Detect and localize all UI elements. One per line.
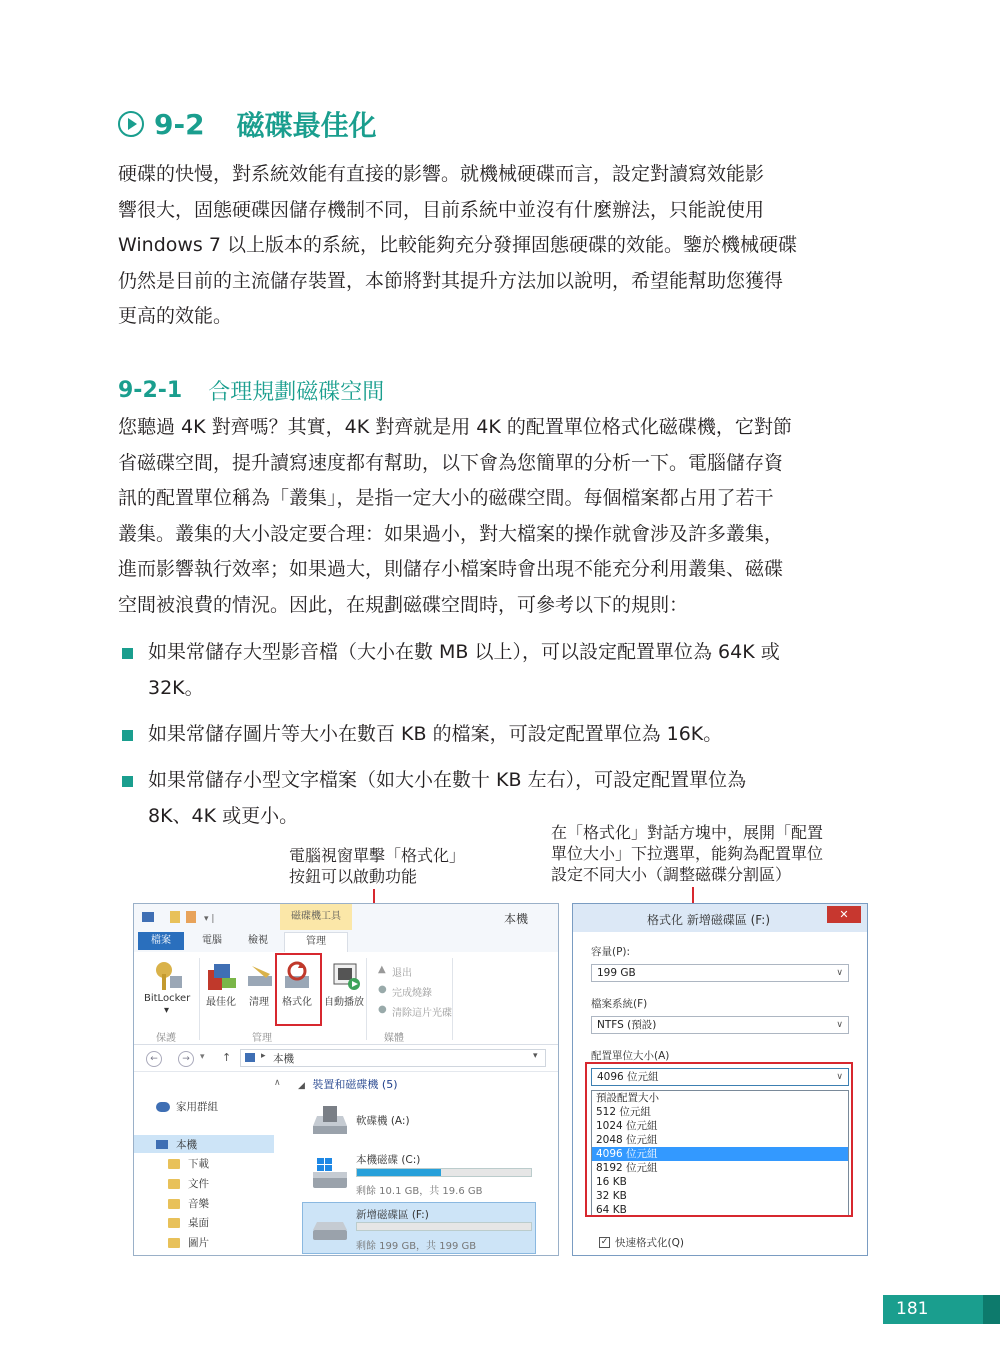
pc-icon bbox=[156, 1140, 168, 1149]
subsection-number: 9-2-1 bbox=[118, 377, 183, 403]
close-icon: ✕ bbox=[839, 908, 849, 921]
quick-access-toolbar bbox=[142, 910, 226, 924]
bullet-item: 如果常儲存大型影音檔（大小在數 MB 以上），可以設定配置單位為 64K 或 32K。 bbox=[118, 635, 883, 706]
page-number: 181 bbox=[883, 1295, 983, 1324]
explorer-window bbox=[133, 903, 559, 1256]
format-label: 格式化 bbox=[282, 997, 312, 1008]
window-title: 本機 bbox=[504, 912, 529, 926]
pc-icon bbox=[245, 1053, 255, 1062]
cleanup-label: 清理 bbox=[249, 997, 269, 1008]
autoplay-label: 自動播放 bbox=[324, 997, 364, 1008]
bullet-item: 如果常儲存圖片等大小在數百 KB 的檔案，可設定配置單位為 16K。 bbox=[118, 717, 883, 753]
bitlocker-label: BitLocker bbox=[144, 993, 191, 1004]
body-line: 空間被浪費的情況。因此，在規劃磁碟空間時，可參考以下的規則： bbox=[118, 593, 689, 616]
square-bullet-icon bbox=[122, 730, 133, 741]
subsection-title: 合理規劃磁碟空間 bbox=[208, 379, 385, 405]
pc-icon bbox=[142, 912, 154, 922]
forward-icon[interactable]: → bbox=[178, 1051, 194, 1067]
dropdown-option[interactable]: 預設配置大小 bbox=[596, 1092, 659, 1104]
chevron-down-icon: ∨ bbox=[836, 1020, 843, 1030]
new-folder-icon bbox=[186, 911, 196, 923]
nav-folder[interactable]: 文件 bbox=[168, 1176, 209, 1191]
nav-folder[interactable]: 桌面 bbox=[168, 1215, 209, 1230]
autoplay-icon[interactable] bbox=[332, 962, 362, 992]
body-paragraph bbox=[118, 410, 883, 623]
nav-this-pc[interactable]: 本機 bbox=[134, 1135, 274, 1153]
dropdown-option[interactable]: 16 KB bbox=[596, 1176, 627, 1188]
floppy-drive-icon bbox=[309, 1104, 351, 1136]
play-icon bbox=[118, 111, 144, 137]
intro-line: 硬碟的快慢，對系統效能有直接的影響。就機械硬碟而言，設定對讀寫效能影 bbox=[118, 163, 765, 185]
allocation-dropdown-highlight bbox=[585, 1062, 853, 1217]
cleanup-icon[interactable] bbox=[246, 962, 276, 992]
nav-folder[interactable]: 下載 bbox=[168, 1156, 209, 1171]
erase-disc-command[interactable]: 清除這片光碟 bbox=[392, 1008, 452, 1019]
subsection-heading bbox=[118, 372, 384, 408]
ribbon-group-protect: 保護 bbox=[156, 1033, 176, 1044]
nav-folder[interactable]: 圖片 bbox=[168, 1235, 209, 1250]
folder-icon bbox=[168, 1199, 180, 1209]
chevron-down-icon: ∨ bbox=[836, 968, 843, 978]
chevron-right-icon: ▸ bbox=[261, 1051, 266, 1061]
chevron-down-icon[interactable]: ▾ bbox=[533, 1051, 538, 1061]
intro-line: 更高的效能。 bbox=[118, 305, 233, 327]
dropdown-icon: ▾ | bbox=[204, 914, 215, 924]
format-button-highlight bbox=[275, 953, 322, 1026]
capacity-label: 容量(P): bbox=[591, 946, 631, 958]
eject-command[interactable]: 退出 bbox=[392, 968, 412, 979]
allocation-unit-label: 配置單位大小(A) bbox=[591, 1050, 670, 1062]
back-icon[interactable]: ← bbox=[146, 1051, 162, 1067]
body-line: 訊的配置單位稱為「叢集」，是指一定大小的磁碟空間。每個檔案都占用了若干 bbox=[118, 487, 774, 509]
group-divider bbox=[452, 958, 453, 1040]
dropdown-option[interactable]: 2048 位元組 bbox=[596, 1134, 658, 1146]
body-line: 叢集。叢集的大小設定要合理：如果過小，對大檔案的操作就會涉及許多叢集， bbox=[118, 522, 784, 545]
group-divider bbox=[199, 958, 200, 1040]
body-line: 進而影響執行效率；如果過大，則儲存小檔案時會出現不能充分利用叢集、磁碟 bbox=[118, 558, 784, 580]
check-icon: ✓ bbox=[600, 1237, 609, 1247]
chevron-down-icon[interactable]: ▾ bbox=[200, 1052, 205, 1062]
folder-icon bbox=[168, 1159, 180, 1169]
capacity-select[interactable]: 199 GB ∨ bbox=[591, 964, 849, 982]
ribbon-group-media: 媒體 bbox=[384, 1033, 404, 1044]
dropdown-option[interactable]: 64 KB bbox=[596, 1204, 627, 1216]
chevron-down-icon: ∨ bbox=[836, 1072, 843, 1082]
address-text: 本機 bbox=[273, 1053, 294, 1065]
filesystem-label: 檔案系統(F) bbox=[591, 998, 648, 1010]
folder-icon bbox=[168, 1238, 180, 1248]
dropdown-option[interactable]: 1024 位元組 bbox=[596, 1120, 658, 1132]
allocation-unit-select[interactable]: 4096 位元組 ∨ bbox=[591, 1068, 849, 1086]
disc-icon: ● bbox=[378, 1004, 387, 1015]
tab-manage[interactable]: 管理 bbox=[284, 932, 348, 953]
quick-format-checkbox[interactable] bbox=[599, 1237, 610, 1248]
drive-name[interactable]: 新增磁碟區 (F:) bbox=[356, 1209, 429, 1221]
homegroup-icon bbox=[156, 1102, 170, 1112]
filesystem-select[interactable]: NTFS (預設) ∨ bbox=[591, 1016, 849, 1034]
square-bullet-icon bbox=[122, 648, 133, 659]
system-drive-icon bbox=[309, 1156, 351, 1192]
drive-name[interactable]: 軟碟機 (A:) bbox=[356, 1115, 410, 1127]
tab-file[interactable]: 檔案 bbox=[138, 932, 184, 950]
tab-computer[interactable]: 電腦 bbox=[202, 935, 222, 946]
drive-tools-context-tab[interactable]: 磁碟機工具 bbox=[280, 904, 352, 930]
finish-burn-command[interactable]: 完成燒錄 bbox=[392, 988, 432, 999]
eject-icon: ▲ bbox=[378, 964, 386, 975]
folder-icon bbox=[168, 1218, 180, 1228]
folder-icon bbox=[168, 1179, 180, 1189]
nav-homegroup[interactable]: 家用群組 bbox=[156, 1099, 218, 1114]
dropdown-option[interactable]: 8192 位元組 bbox=[596, 1162, 658, 1174]
body-line: 省磁碟空間，提升讀寫速度都有幫助，以下會為您簡單的分析一下。電腦儲存資 bbox=[118, 451, 784, 474]
group-divider bbox=[366, 958, 367, 1040]
up-icon[interactable]: ↑ bbox=[222, 1051, 232, 1064]
group-header[interactable]: ◢ 裝置和磁碟機 (5) bbox=[298, 1078, 398, 1091]
section-heading bbox=[118, 104, 377, 144]
drive-name[interactable]: 本機磁碟 (C:) bbox=[356, 1154, 421, 1166]
chevron-down-icon: ▾ bbox=[164, 1005, 170, 1016]
dropdown-option[interactable]: 32 KB bbox=[596, 1190, 627, 1202]
volume-drive-icon bbox=[309, 1216, 351, 1246]
nav-folder[interactable]: 音樂 bbox=[168, 1196, 209, 1211]
intro-paragraph bbox=[118, 157, 883, 335]
dialog-title: 格式化 新增磁碟區 (F:) bbox=[647, 913, 771, 927]
drive-free-space: 剩餘 10.1 GB，共 19.6 GB bbox=[356, 1186, 483, 1197]
square-bullet-icon bbox=[122, 776, 133, 787]
callout-format-button: 電腦視窗單擊「格式化」 按鈕可以啟動功能 bbox=[289, 846, 466, 886]
intro-line: 仍然是目前的主流儲存裝置，本節將對其提升方法加以說明，希望能幫助您獲得 bbox=[118, 269, 784, 292]
section-title: 磁碟最佳化 bbox=[236, 109, 377, 142]
address-field[interactable] bbox=[240, 1049, 546, 1067]
quick-format-label: 快速格式化(Q) bbox=[615, 1237, 684, 1249]
body-line: 您聽過 4K 對齊嗎？其實，4K 對齊就是用 4K 的配置單位格式化磁碟機，它對節 bbox=[118, 416, 792, 438]
dropdown-option[interactable]: 512 位元組 bbox=[596, 1106, 651, 1118]
optimize-label: 最佳化 bbox=[206, 997, 236, 1008]
close-button[interactable] bbox=[827, 906, 861, 923]
drive-free-space: 剩餘 199 GB，共 199 GB bbox=[356, 1241, 477, 1252]
optimize-icon[interactable] bbox=[206, 960, 238, 992]
bitlocker-icon[interactable] bbox=[152, 960, 186, 992]
scroll-up-icon[interactable]: ∧ bbox=[274, 1078, 281, 1088]
drive-usage-bar bbox=[356, 1168, 532, 1177]
intro-line: 響很大，固態硬碟因儲存機制不同，目前系統中並沒有什麼辦法，只能說使用 bbox=[118, 198, 765, 221]
intro-line: Windows 7 以上版本的系統，比較能夠充分發揮固態硬碟的效能。鑒於機械硬碟 bbox=[118, 234, 797, 256]
ribbon-group-manage: 管理 bbox=[252, 1033, 272, 1044]
disc-icon: ● bbox=[378, 984, 387, 995]
section-number: 9-2 bbox=[154, 107, 205, 141]
properties-icon bbox=[170, 911, 180, 923]
collapse-icon: ◢ bbox=[298, 1081, 305, 1091]
bullet-item: 如果常儲存小型文字檔案（如大小在數十 KB 左右），可設定配置單位為 8K、4K 或更小。 bbox=[118, 763, 883, 834]
tab-view[interactable]: 檢視 bbox=[248, 935, 268, 946]
callout-allocation-unit: 在「格式化」對話方塊中，展開「配置 單位大小」下拉選單，能夠為配置單位 設定不同大小（調整磁碟分割區） bbox=[551, 823, 824, 884]
dropdown-option-selected[interactable]: 4096 位元組 bbox=[592, 1147, 848, 1161]
usage-fill bbox=[357, 1169, 441, 1176]
page-tab-strip bbox=[983, 1295, 1000, 1324]
drive-usage-bar bbox=[356, 1222, 532, 1231]
